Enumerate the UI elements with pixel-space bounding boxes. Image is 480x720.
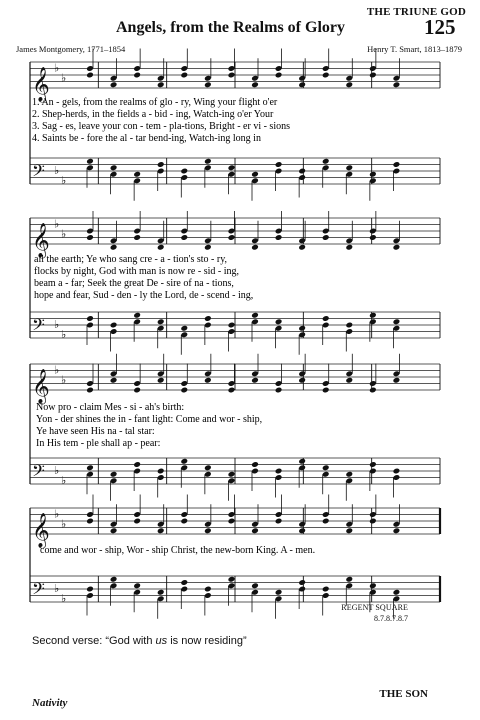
flat-icon: ♭ [54, 61, 60, 75]
note-head [180, 387, 188, 394]
composer-credit: Henry T. Smart, 1813–1879 [367, 44, 462, 54]
treble-clef-icon: 𝄞 [32, 223, 50, 258]
note-head [369, 518, 377, 525]
note-head [251, 81, 259, 88]
note-head [133, 387, 141, 394]
treble-clef-icon: 𝄞 [32, 513, 50, 548]
flat-icon: ♭ [54, 464, 60, 477]
note-head [86, 72, 94, 79]
note-head [298, 377, 306, 384]
note-head [369, 312, 377, 319]
lyric-line: In His tem - ple shall ap - pear: [36, 438, 161, 449]
note-head [251, 171, 259, 178]
note-head [86, 158, 94, 165]
note-head [275, 234, 283, 241]
bass-clef-icon: 𝄢 [32, 160, 45, 185]
lyric-line: 3. Sag - es, leave your con - tem - pla-tions, Bright - er vi - sions [32, 121, 290, 132]
note-head [86, 234, 94, 241]
note-head [157, 161, 165, 168]
lyric-line: hope and fear, Sud - den - ly the Lord, de - scend - ing, [34, 290, 254, 301]
note-head [275, 468, 283, 475]
flat-icon: ♭ [61, 71, 67, 85]
lyric-line: come and wor - ship, Wor - ship Christ, the new-born King. A - men. [40, 545, 316, 556]
note-head [345, 471, 353, 478]
note-head [133, 582, 141, 589]
note-head [110, 527, 118, 534]
note-head [204, 158, 212, 165]
note-head [110, 164, 118, 171]
lyric-line: 4. Saints be - fore the al - tar bend-ing, Watch-ing long in [32, 133, 261, 144]
note-head [157, 81, 165, 88]
flat-icon: ♭ [54, 363, 60, 377]
lyric-line: Ye have seen His na - tal star: [36, 426, 155, 437]
note-head [393, 318, 401, 325]
note-head [204, 244, 212, 251]
note-head [110, 471, 118, 478]
note-head [204, 527, 212, 534]
note-head [180, 72, 188, 79]
flat-icon: ♭ [61, 327, 67, 341]
lyrics-layer [32, 97, 315, 556]
note-head [322, 72, 330, 79]
note-head [157, 527, 165, 534]
footnote-emphasis: us [155, 635, 168, 647]
season-label: Nativity [32, 697, 68, 709]
footnote [32, 635, 247, 647]
lyric-line: beam a - far; Seek the great De - sire of na - tions, [34, 278, 234, 289]
note-head [298, 81, 306, 88]
flat-icon: ♭ [54, 582, 60, 595]
footnote-suffix: is now residing” [167, 635, 247, 647]
note-head [180, 458, 188, 465]
note-head [322, 464, 330, 471]
note-head [298, 325, 306, 332]
hymn-title: Angels, from the Realms of Glory [116, 19, 345, 36]
note-head [251, 377, 259, 384]
note-head [322, 158, 330, 165]
lyric-line: flocks by night, God with man is now re - sid - ing, [34, 266, 239, 277]
note-head [157, 589, 165, 596]
note-head [228, 387, 236, 394]
note-head [133, 461, 141, 468]
flat-icon: ♭ [61, 473, 67, 487]
note-head [228, 322, 236, 329]
note-head [133, 234, 141, 241]
note-head [228, 518, 236, 525]
note-head [275, 72, 283, 79]
note-head [180, 518, 188, 525]
note-head [298, 244, 306, 251]
note-head [110, 322, 118, 329]
note-head [369, 171, 377, 178]
note-head [110, 244, 118, 251]
flat-icon: ♭ [54, 318, 60, 331]
note-head [393, 527, 401, 534]
note-head [393, 81, 401, 88]
bass-clef-icon: 𝄢 [32, 460, 45, 485]
note-head [204, 315, 212, 322]
flat-icon: ♭ [61, 227, 67, 241]
note-head [204, 81, 212, 88]
note-head [393, 468, 401, 475]
note-head [251, 312, 259, 319]
note-head [251, 244, 259, 251]
note-head [86, 518, 94, 525]
lyric-line: all the earth; Ye who sang cre - a - tion's sto - ry, [34, 254, 228, 265]
note-head [228, 72, 236, 79]
note-head [393, 161, 401, 168]
note-head [298, 168, 306, 175]
note-head [180, 325, 188, 332]
note-head [251, 582, 259, 589]
tune-name: REGENT SQUARE [341, 603, 408, 612]
note-head [133, 312, 141, 319]
note-head [369, 72, 377, 79]
note-head [86, 387, 94, 394]
note-head [393, 377, 401, 384]
note-head [298, 579, 306, 586]
note-head [133, 171, 141, 178]
note-head [393, 244, 401, 251]
lyric-line: 1. An - gels, from the realms of glo - ry, Wing your flight o'er [32, 97, 278, 108]
author-credit: James Montgomery, 1771–1854 [16, 44, 126, 54]
note-head [157, 244, 165, 251]
note-head [204, 377, 212, 384]
note-head [251, 461, 259, 468]
note-head [298, 458, 306, 465]
note-head [322, 234, 330, 241]
note-head [110, 81, 118, 88]
note-head [345, 322, 353, 329]
footer-section: THE SON [379, 688, 428, 700]
flat-icon: ♭ [54, 507, 60, 521]
note-head [322, 586, 330, 593]
note-head [345, 81, 353, 88]
bass-clef-icon: 𝄢 [32, 578, 45, 603]
note-head [275, 161, 283, 168]
flat-icon: ♭ [61, 517, 67, 531]
flat-icon: ♭ [54, 217, 60, 231]
note-head [345, 164, 353, 171]
note-head [228, 234, 236, 241]
note-head [275, 318, 283, 325]
note-head [86, 315, 94, 322]
lyric-line: Now pro - claim Mes - si - ah's birth: [36, 402, 185, 413]
note-head [204, 464, 212, 471]
note-head [275, 518, 283, 525]
section-heading: THE TRIUNE GOD [366, 6, 466, 18]
note-head [275, 387, 283, 394]
lyric-line: 2. Shep-herds, in the fields a - bid - ing, Watch-ing o'er Your [32, 109, 274, 120]
note-head [204, 586, 212, 593]
note-head [322, 518, 330, 525]
note-head [86, 586, 94, 593]
treble-clef-icon: 𝄞 [32, 67, 50, 102]
lyric-line: Yon - der shines the in - fant light: Come and wor - ship, [36, 414, 263, 425]
note-head [110, 576, 118, 583]
note-head [298, 527, 306, 534]
note-head [369, 387, 377, 394]
note-head [369, 461, 377, 468]
note-head [157, 318, 165, 325]
hymn-number: 125 [424, 15, 456, 39]
note-head [345, 244, 353, 251]
note-head [228, 471, 236, 478]
note-head [345, 527, 353, 534]
flat-icon: ♭ [54, 164, 60, 177]
note-head [369, 234, 377, 241]
treble-clef-icon: 𝄞 [32, 369, 50, 404]
note-head [322, 387, 330, 394]
note-head [110, 377, 118, 384]
note-head [369, 582, 377, 589]
note-head [228, 576, 236, 583]
note-head [228, 164, 236, 171]
note-head [180, 579, 188, 586]
note-head [180, 168, 188, 175]
note-head [86, 464, 94, 471]
flat-icon: ♭ [61, 173, 67, 187]
bass-clef-icon: 𝄢 [32, 314, 45, 339]
note-head [345, 377, 353, 384]
note-head [393, 589, 401, 596]
note-head [251, 527, 259, 534]
tune-meter: 8.7.8.7.8.7 [374, 614, 408, 623]
note-head [345, 576, 353, 583]
note-head [133, 72, 141, 79]
note-head [322, 315, 330, 322]
flat-icon: ♭ [61, 373, 67, 387]
note-head [133, 518, 141, 525]
note-head [157, 468, 165, 475]
flat-icon: ♭ [61, 591, 67, 605]
note-head [157, 377, 165, 384]
note-head [275, 589, 283, 596]
note-head [180, 234, 188, 241]
footnote-prefix: Second verse: “God with [32, 635, 156, 647]
